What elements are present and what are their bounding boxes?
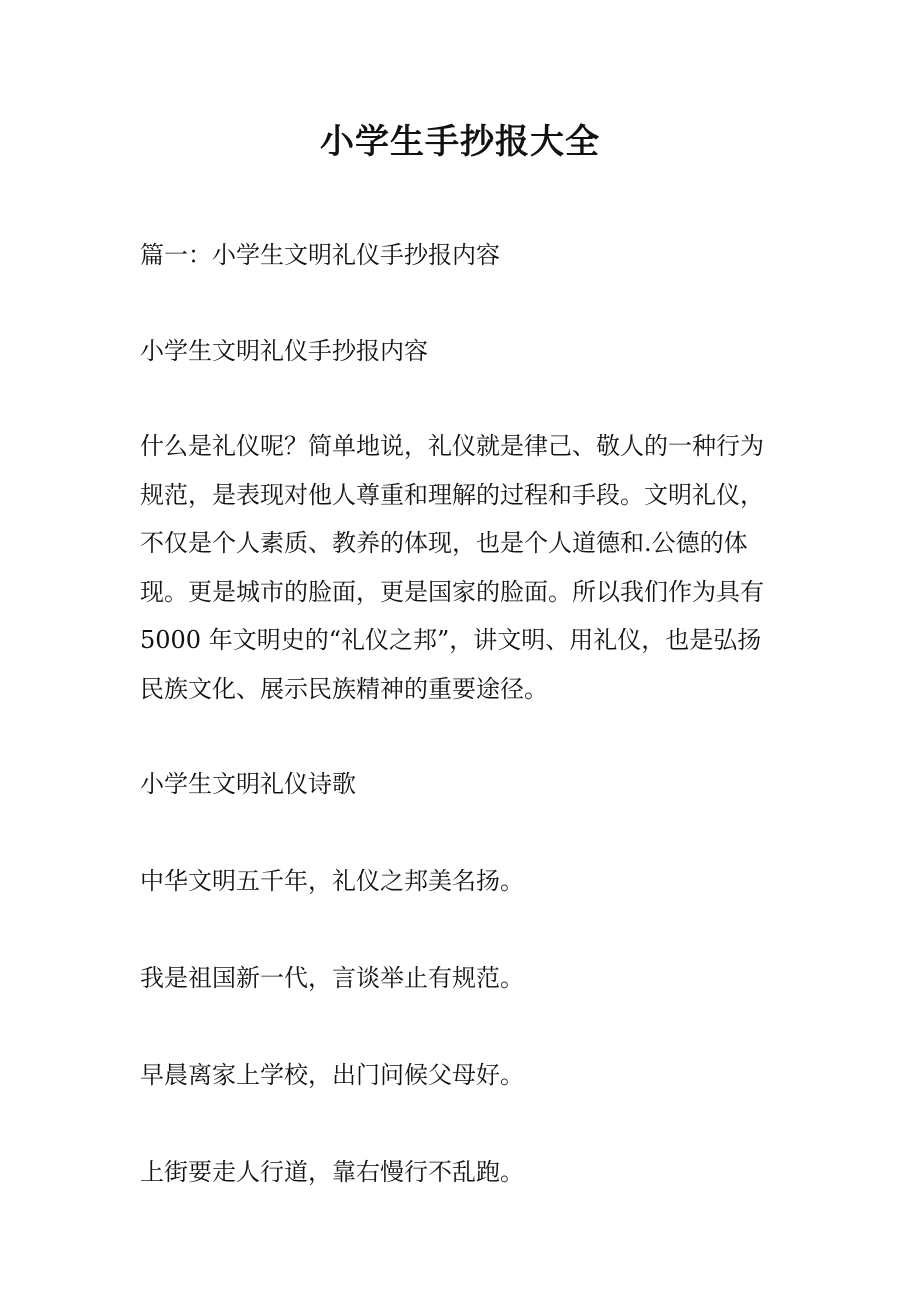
poem-heading: 小学生文明礼仪诗歌 bbox=[140, 770, 356, 798]
poem-line: 中华文明五千年，礼仪之邦美名扬。 bbox=[140, 867, 524, 895]
intro-paragraph bbox=[140, 422, 800, 713]
paragraph-line: 现。更是城市的脸面，更是国家的脸面。所以我们作为具有 bbox=[140, 577, 764, 606]
paragraph-line: 什么是礼仪呢？简单地说，礼仪就是律己、敬人的一种行为 bbox=[140, 432, 764, 460]
paragraph-line: 规范，是表现对他人尊重和理解的过程和手段。文明礼仪， bbox=[140, 480, 764, 509]
poem-line: 我是祖国新一代，言谈举止有规范。 bbox=[140, 964, 524, 992]
section-heading: 篇一：小学生文明礼仪手抄报内容 bbox=[140, 241, 500, 269]
paragraph-line: 民族文化、展示民族精神的重要途径。 bbox=[140, 674, 548, 703]
poem-line: 早晨离家上学校，出门问候父母好。 bbox=[140, 1061, 524, 1089]
paragraph-line: 5000 年文明史的“礼仪之邦”，讲文明、用礼仪，也是弘扬 bbox=[140, 626, 762, 654]
poem-line: 上街要走人行道，靠右慢行不乱跑。 bbox=[140, 1158, 524, 1186]
document-title: 小学生手抄报大全 bbox=[320, 122, 600, 162]
paragraph-line: 不仅是个人素质、教养的体现，也是个人道德和.公德的体 bbox=[140, 529, 748, 557]
subheading: 小学生文明礼仪手抄报内容 bbox=[140, 337, 428, 365]
